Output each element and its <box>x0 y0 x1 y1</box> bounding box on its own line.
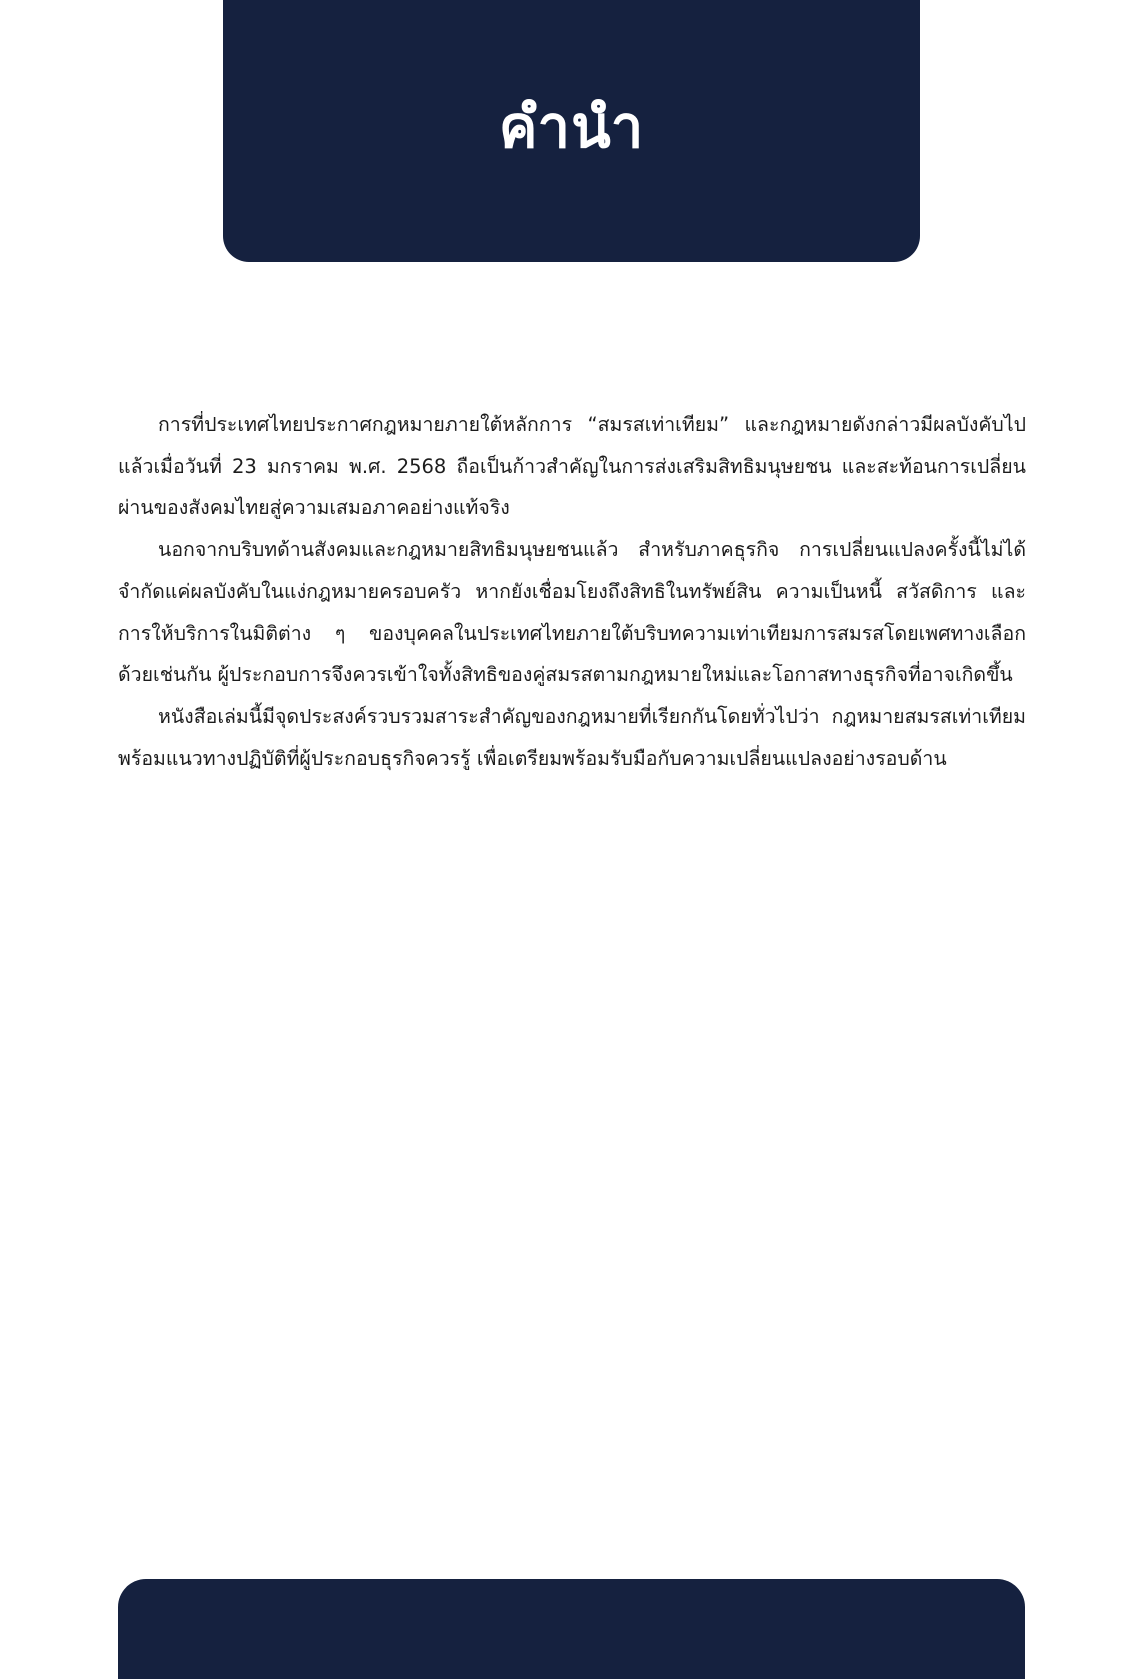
footer-banner <box>118 1579 1025 1679</box>
page-title: คำนำ <box>498 92 645 161</box>
preface-body <box>118 404 1026 779</box>
paragraph-2: นอกจากบริบทด้านสังคมและกฎหมายสิทธิมนุษยชนแล้ว สำหรับภาคธุรกิจ การเปลี่ยนแปลงครั้งนี้ไม่ได้จำกัดแค่ผลบังคับในแง่กฎหมายครอบครัว หากยังเชื่อมโยงถึงสิทธิในทรัพย์สิน ความเป็นหนี้ สวัสดิการ และการให้บริการในมิติต่าง ๆ ของบุคคลในประเทศไทยภายใต้บริบทความเท่าเทียมการสมรสโดยเพศทางเลือกด้วยเช่นกัน ผู้ประกอบการจึงควรเข้าใจทั้งสิทธิของคู่สมรสตามกฎหมายใหม่และโอกาสทางธุรกิจที่อาจเกิดขึ้น <box>118 538 1026 687</box>
paragraph-1: การที่ประเทศไทยประกาศกฎหมายภายใต้หลักการ “สมรสเท่าเทียม” และกฎหมายดังกล่าวมีผลบังคับไปแล้วเมื่อวันที่ 23 มกราคม พ.ศ. 2568 ถือเป็นก้าวสำคัญในการส่งเสริมสิทธิมนุษยชน และสะท้อนการเปลี่ยนผ่านของสังคมไทยสู่ความเสมอภาคอย่างแท้จริง <box>118 413 1026 520</box>
header-banner <box>223 0 920 262</box>
paragraph-3: หนังสือเล่มนี้มีจุดประสงค์รวบรวมสาระสำคัญของกฎหมายที่เรียกกันโดยทั่วไปว่า กฎหมายสมรสเท่าเทียม พร้อมแนวทางปฏิบัติที่ผู้ประกอบธุรกิจควรรู้ เพื่อเตรียมพร้อมรับมือกับความเปลี่ยนแปลงอย่างรอบด้าน <box>118 704 1026 770</box>
